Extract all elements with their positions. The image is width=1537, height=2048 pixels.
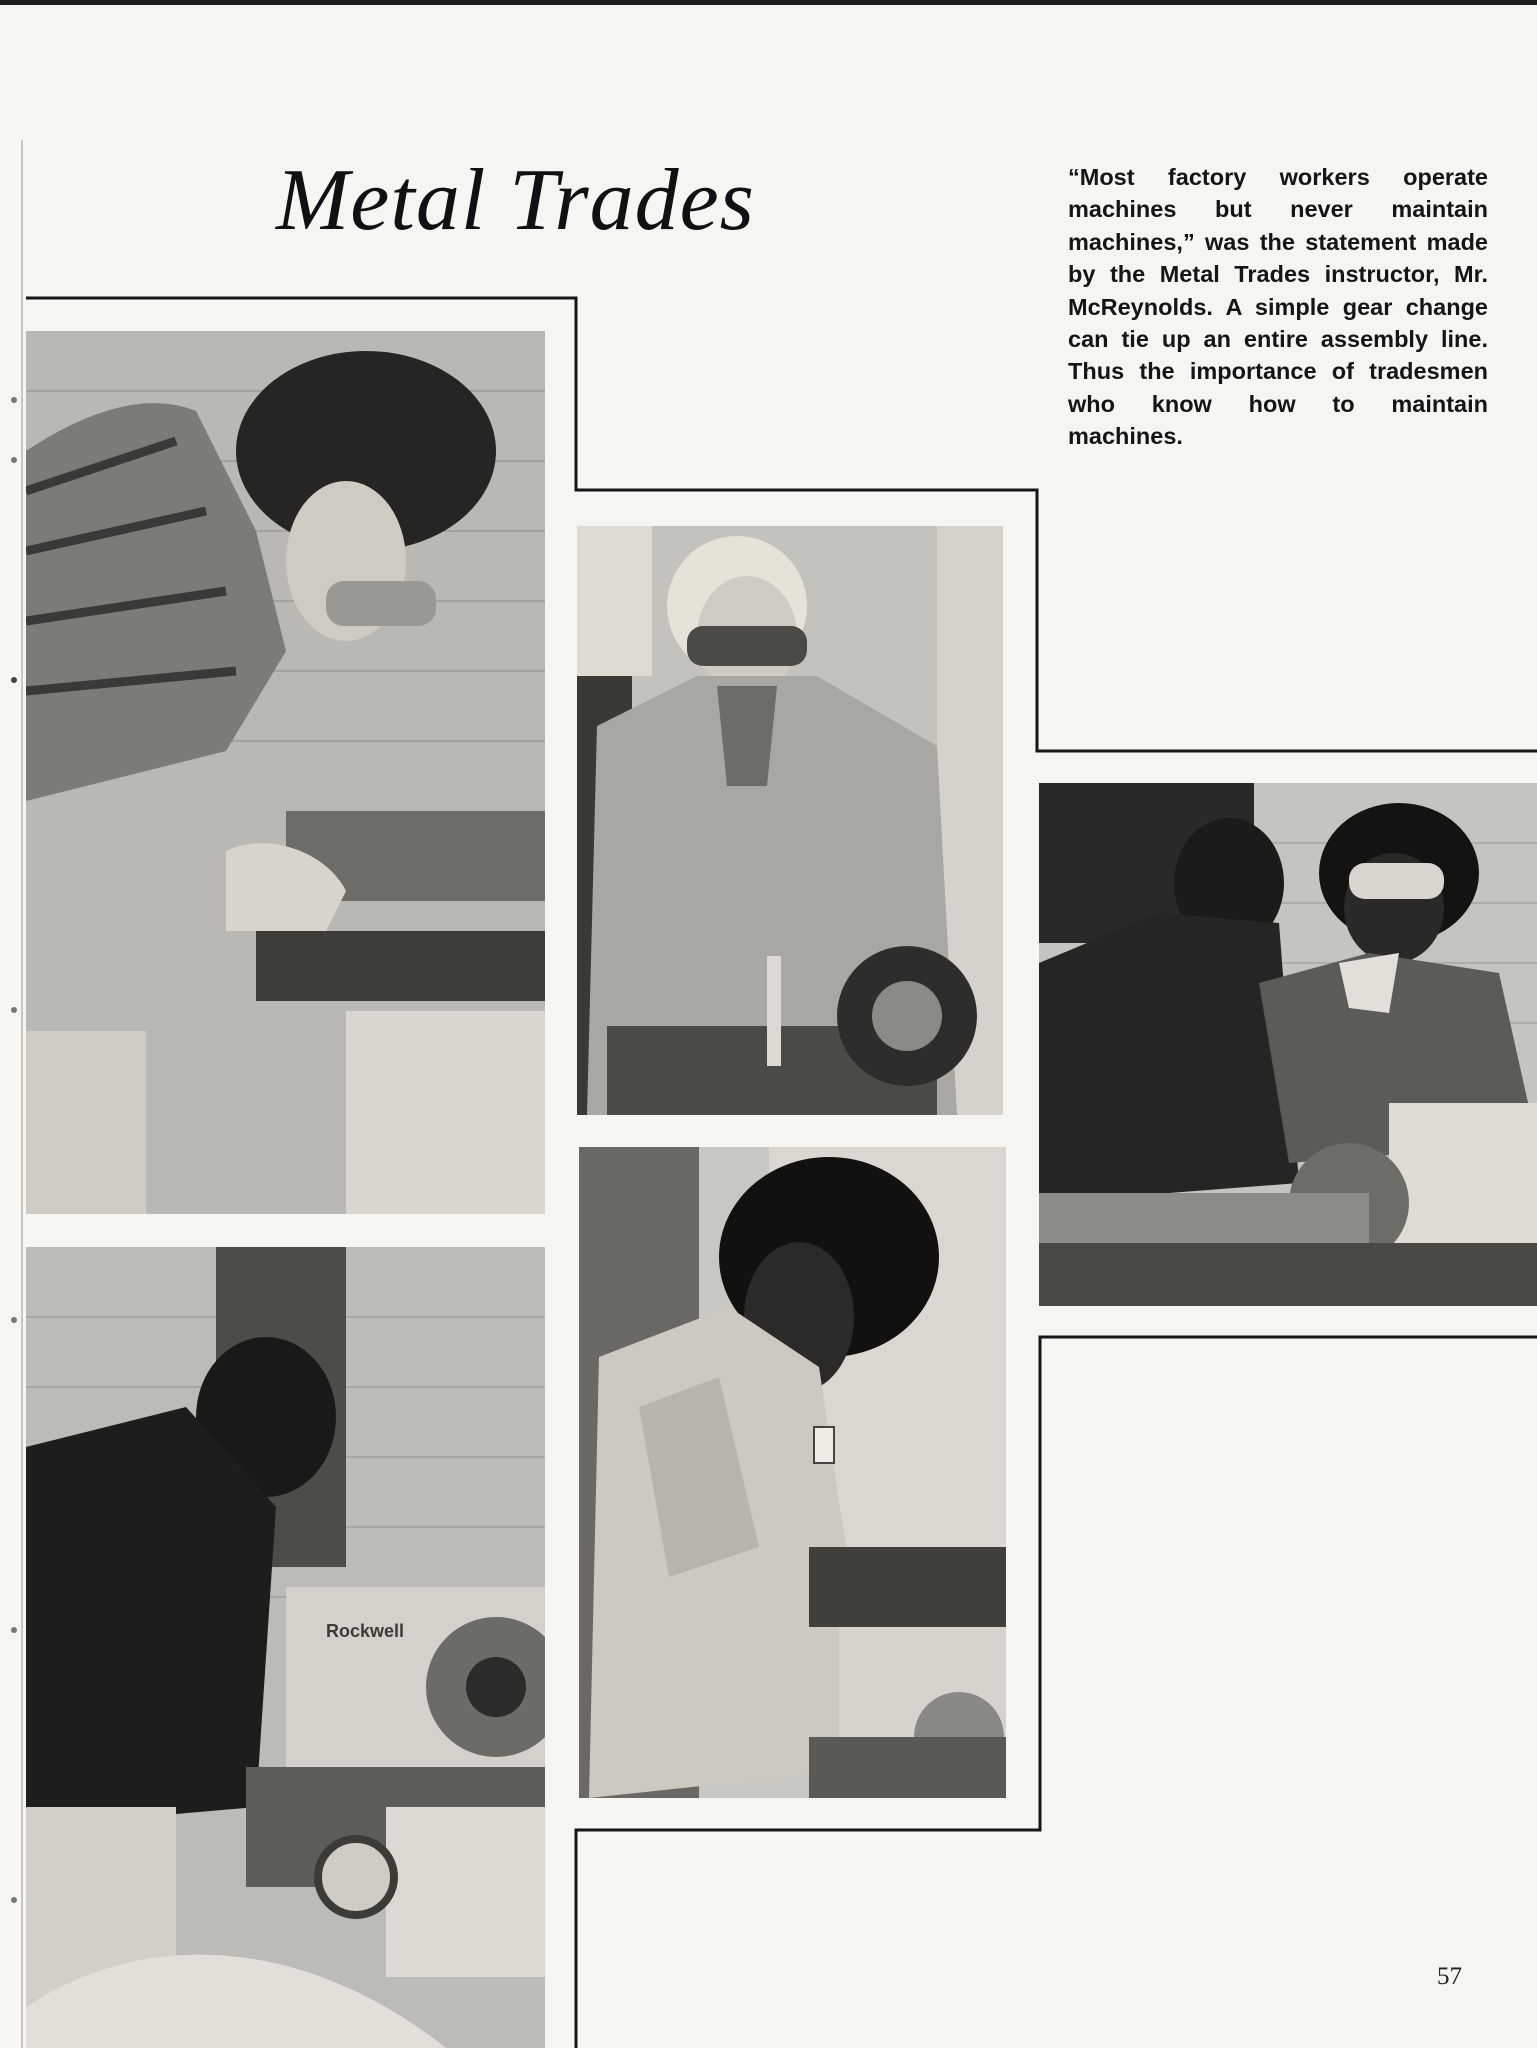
article-caption: “Most factory workers operate machines but never maintain machines,” was the statement made by the Metal Trades instructor, Mr. McReynolds. A simple gear change can tie up an entire assembly line. Thus the importance of tradesmen who know how to maintain machines.: [1068, 164, 1488, 450]
rockwell-label: Rockwell: [326, 1621, 405, 1641]
binding-holes: [0, 140, 28, 2048]
page-title: Metal Trades: [276, 152, 755, 249]
page-number: 57: [1437, 1963, 1462, 1990]
photo-student-coveralls-lathe: [577, 526, 1003, 1115]
photo-student-rockwell-lathe: [26, 1247, 545, 2048]
photo-two-students-smiling: [1039, 783, 1537, 1306]
scan-top-edge: [0, 0, 1537, 5]
photo-student-goggles-lathe: [26, 331, 545, 1214]
photo-student-white-coat-grinder: [579, 1147, 1006, 1798]
